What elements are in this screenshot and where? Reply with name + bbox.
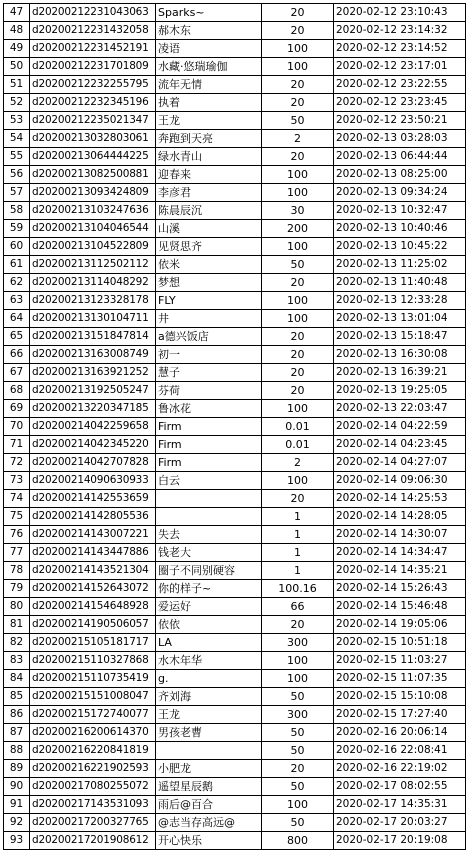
order-id-cell: d20200215110735419 bbox=[30, 670, 156, 688]
row-index-cell: 49 bbox=[4, 40, 30, 58]
order-id-cell: d20200214143521304 bbox=[30, 562, 156, 580]
amount-cell: 100.16 bbox=[262, 580, 334, 598]
amount-cell: 20 bbox=[262, 274, 334, 292]
order-id-cell: d20200213151847814 bbox=[30, 328, 156, 346]
donor-name-cell: 绿水青山 bbox=[156, 148, 262, 166]
order-id-cell: d20200217080255072 bbox=[30, 778, 156, 796]
donor-name-cell: 小肥龙 bbox=[156, 760, 262, 778]
row-index-cell: 61 bbox=[4, 256, 30, 274]
row-index-cell: 87 bbox=[4, 724, 30, 742]
timestamp-cell: 2020-02-12 23:22:55 bbox=[334, 76, 466, 94]
donor-name-cell: 迎春来 bbox=[156, 166, 262, 184]
row-index-cell: 53 bbox=[4, 112, 30, 130]
order-id-cell: d20200212231452191 bbox=[30, 40, 156, 58]
timestamp-cell: 2020-02-13 12:33:28 bbox=[334, 292, 466, 310]
donor-name-cell: 井 bbox=[156, 310, 262, 328]
amount-cell: 1 bbox=[262, 508, 334, 526]
table-row bbox=[4, 40, 466, 58]
amount-cell: 0.01 bbox=[262, 418, 334, 436]
row-index-cell: 65 bbox=[4, 328, 30, 346]
table-row bbox=[4, 778, 466, 796]
amount-cell: 1 bbox=[262, 562, 334, 580]
amount-cell: 20 bbox=[262, 382, 334, 400]
order-id-cell: d20200213112502112 bbox=[30, 256, 156, 274]
donor-name-cell: 水藏·悠瑞瑜伽 bbox=[156, 58, 262, 76]
donor-name-cell: 男孩老曹 bbox=[156, 724, 262, 742]
row-index-cell: 57 bbox=[4, 184, 30, 202]
table-row bbox=[4, 616, 466, 634]
row-index-cell: 90 bbox=[4, 778, 30, 796]
table-row bbox=[4, 760, 466, 778]
row-index-cell: 47 bbox=[4, 4, 30, 22]
row-index-cell: 83 bbox=[4, 652, 30, 670]
table-row bbox=[4, 148, 466, 166]
order-id-cell: d20200213114048292 bbox=[30, 274, 156, 292]
table-row bbox=[4, 4, 466, 22]
amount-cell: 100 bbox=[262, 40, 334, 58]
table-row bbox=[4, 310, 466, 328]
timestamp-cell: 2020-02-15 17:27:40 bbox=[334, 706, 466, 724]
donor-name-cell: 齐刘海 bbox=[156, 688, 262, 706]
amount-cell: 300 bbox=[262, 634, 334, 652]
table-row bbox=[4, 184, 466, 202]
amount-cell: 2 bbox=[262, 454, 334, 472]
donor-name-cell: 李彦君 bbox=[156, 184, 262, 202]
timestamp-cell: 2020-02-16 20:06:14 bbox=[334, 724, 466, 742]
amount-cell: 800 bbox=[262, 832, 334, 850]
order-id-cell: d20200212232345196 bbox=[30, 94, 156, 112]
amount-cell: 2 bbox=[262, 130, 334, 148]
amount-cell: 50 bbox=[262, 742, 334, 760]
donor-name-cell: Firm bbox=[156, 436, 262, 454]
table-row bbox=[4, 328, 466, 346]
row-index-cell: 93 bbox=[4, 832, 30, 850]
row-index-cell: 67 bbox=[4, 364, 30, 382]
donor-name-cell: Firm bbox=[156, 454, 262, 472]
amount-cell: 100 bbox=[262, 184, 334, 202]
table-row bbox=[4, 220, 466, 238]
donor-name-cell bbox=[156, 742, 262, 760]
row-index-cell: 86 bbox=[4, 706, 30, 724]
row-index-cell: 51 bbox=[4, 76, 30, 94]
timestamp-cell: 2020-02-13 09:34:24 bbox=[334, 184, 466, 202]
order-id-cell: d20200212235021347 bbox=[30, 112, 156, 130]
order-id-cell: d20200216220841819 bbox=[30, 742, 156, 760]
donor-name-cell bbox=[156, 490, 262, 508]
row-index-cell: 71 bbox=[4, 436, 30, 454]
donor-name-cell: g. bbox=[156, 670, 262, 688]
donor-name-cell: 郝木东 bbox=[156, 22, 262, 40]
amount-cell: 20 bbox=[262, 328, 334, 346]
timestamp-cell: 2020-02-13 11:25:02 bbox=[334, 256, 466, 274]
order-id-cell: d20200213192505247 bbox=[30, 382, 156, 400]
donor-name-cell: 雨后@百合 bbox=[156, 796, 262, 814]
table-row bbox=[4, 472, 466, 490]
table-row bbox=[4, 688, 466, 706]
table-row bbox=[4, 166, 466, 184]
timestamp-cell: 2020-02-17 14:35:31 bbox=[334, 796, 466, 814]
amount-cell: 100 bbox=[262, 472, 334, 490]
timestamp-cell: 2020-02-14 14:28:05 bbox=[334, 508, 466, 526]
table-row bbox=[4, 274, 466, 292]
row-index-cell: 66 bbox=[4, 346, 30, 364]
timestamp-cell: 2020-02-13 13:01:04 bbox=[334, 310, 466, 328]
row-index-cell: 72 bbox=[4, 454, 30, 472]
row-index-cell: 92 bbox=[4, 814, 30, 832]
amount-cell: 20 bbox=[262, 94, 334, 112]
row-index-cell: 70 bbox=[4, 418, 30, 436]
table-row bbox=[4, 94, 466, 112]
amount-cell: 1 bbox=[262, 526, 334, 544]
table-row bbox=[4, 400, 466, 418]
table-row bbox=[4, 22, 466, 40]
amount-cell: 0.01 bbox=[262, 436, 334, 454]
timestamp-cell: 2020-02-14 14:34:47 bbox=[334, 544, 466, 562]
table-row bbox=[4, 724, 466, 742]
row-index-cell: 82 bbox=[4, 634, 30, 652]
row-index-cell: 74 bbox=[4, 490, 30, 508]
donation-table bbox=[3, 3, 466, 850]
row-index-cell: 89 bbox=[4, 760, 30, 778]
row-index-cell: 77 bbox=[4, 544, 30, 562]
timestamp-cell: 2020-02-12 23:14:32 bbox=[334, 22, 466, 40]
order-id-cell: d20200214143007221 bbox=[30, 526, 156, 544]
donor-name-cell: @志当存高远@ bbox=[156, 814, 262, 832]
donor-name-cell: 王龙 bbox=[156, 706, 262, 724]
amount-cell: 50 bbox=[262, 724, 334, 742]
timestamp-cell: 2020-02-12 23:50:21 bbox=[334, 112, 466, 130]
amount-cell: 20 bbox=[262, 364, 334, 382]
timestamp-cell: 2020-02-14 15:46:48 bbox=[334, 598, 466, 616]
timestamp-cell: 2020-02-12 23:17:01 bbox=[334, 58, 466, 76]
row-index-cell: 68 bbox=[4, 382, 30, 400]
amount-cell: 20 bbox=[262, 76, 334, 94]
order-id-cell: d20200214154648928 bbox=[30, 598, 156, 616]
table-row bbox=[4, 346, 466, 364]
donor-name-cell: FLY bbox=[156, 292, 262, 310]
timestamp-cell: 2020-02-14 19:05:06 bbox=[334, 616, 466, 634]
timestamp-cell: 2020-02-15 10:51:18 bbox=[334, 634, 466, 652]
timestamp-cell: 2020-02-13 10:32:47 bbox=[334, 202, 466, 220]
timestamp-cell: 2020-02-13 10:45:22 bbox=[334, 238, 466, 256]
timestamp-cell: 2020-02-13 10:40:46 bbox=[334, 220, 466, 238]
timestamp-cell: 2020-02-12 23:23:45 bbox=[334, 94, 466, 112]
timestamp-cell: 2020-02-15 11:07:35 bbox=[334, 670, 466, 688]
timestamp-cell: 2020-02-14 04:27:07 bbox=[334, 454, 466, 472]
row-index-cell: 81 bbox=[4, 616, 30, 634]
timestamp-cell: 2020-02-17 08:02:55 bbox=[334, 778, 466, 796]
table-row bbox=[4, 814, 466, 832]
amount-cell: 100 bbox=[262, 58, 334, 76]
timestamp-cell: 2020-02-12 23:10:43 bbox=[334, 4, 466, 22]
order-id-cell: d20200213104046544 bbox=[30, 220, 156, 238]
amount-cell: 50 bbox=[262, 112, 334, 130]
amount-cell: 100 bbox=[262, 310, 334, 328]
row-index-cell: 55 bbox=[4, 148, 30, 166]
row-index-cell: 73 bbox=[4, 472, 30, 490]
order-id-cell: d20200215105181717 bbox=[30, 634, 156, 652]
donor-name-cell: 芬荷 bbox=[156, 382, 262, 400]
donor-name-cell: 鲁冰花 bbox=[156, 400, 262, 418]
order-id-cell: d20200213163921252 bbox=[30, 364, 156, 382]
timestamp-cell: 2020-02-13 11:40:48 bbox=[334, 274, 466, 292]
table-row bbox=[4, 580, 466, 598]
amount-cell: 100 bbox=[262, 652, 334, 670]
row-index-cell: 62 bbox=[4, 274, 30, 292]
timestamp-cell: 2020-02-13 22:03:47 bbox=[334, 400, 466, 418]
amount-cell: 20 bbox=[262, 760, 334, 778]
order-id-cell: d20200217200327765 bbox=[30, 814, 156, 832]
row-index-cell: 91 bbox=[4, 796, 30, 814]
table-row bbox=[4, 706, 466, 724]
timestamp-cell: 2020-02-16 22:08:41 bbox=[334, 742, 466, 760]
table-row bbox=[4, 256, 466, 274]
order-id-cell: d20200214142553659 bbox=[30, 490, 156, 508]
timestamp-cell: 2020-02-13 15:18:47 bbox=[334, 328, 466, 346]
amount-cell: 30 bbox=[262, 202, 334, 220]
donor-name-cell: 遥望星辰鹅 bbox=[156, 778, 262, 796]
table-row bbox=[4, 652, 466, 670]
row-index-cell: 69 bbox=[4, 400, 30, 418]
order-id-cell: d20200213163008749 bbox=[30, 346, 156, 364]
donor-name-cell: 依依 bbox=[156, 616, 262, 634]
order-id-cell: d20200213103247636 bbox=[30, 202, 156, 220]
donor-name-cell: 水木年华 bbox=[156, 652, 262, 670]
donor-name-cell: 失去 bbox=[156, 526, 262, 544]
amount-cell: 66 bbox=[262, 598, 334, 616]
donor-name-cell: 流年无情 bbox=[156, 76, 262, 94]
row-index-cell: 59 bbox=[4, 220, 30, 238]
amount-cell: 50 bbox=[262, 778, 334, 796]
order-id-cell: d20200215110327868 bbox=[30, 652, 156, 670]
donor-name-cell: 开心快乐 bbox=[156, 832, 262, 850]
donor-name-cell: 奔跑到天亮 bbox=[156, 130, 262, 148]
table-row bbox=[4, 544, 466, 562]
table-row bbox=[4, 454, 466, 472]
timestamp-cell: 2020-02-14 14:25:53 bbox=[334, 490, 466, 508]
timestamp-cell: 2020-02-13 19:25:05 bbox=[334, 382, 466, 400]
donor-name-cell: 初一 bbox=[156, 346, 262, 364]
donor-name-cell: 见贤思齐 bbox=[156, 238, 262, 256]
table-row bbox=[4, 418, 466, 436]
row-index-cell: 78 bbox=[4, 562, 30, 580]
donor-name-cell: 爱运好 bbox=[156, 598, 262, 616]
row-index-cell: 58 bbox=[4, 202, 30, 220]
timestamp-cell: 2020-02-12 23:14:52 bbox=[334, 40, 466, 58]
table-row bbox=[4, 202, 466, 220]
order-id-cell: d20200213123328178 bbox=[30, 292, 156, 310]
row-index-cell: 63 bbox=[4, 292, 30, 310]
row-index-cell: 76 bbox=[4, 526, 30, 544]
table-row bbox=[4, 436, 466, 454]
row-index-cell: 48 bbox=[4, 22, 30, 40]
order-id-cell: d20200212231043063 bbox=[30, 4, 156, 22]
order-id-cell: d20200213032803061 bbox=[30, 130, 156, 148]
donor-name-cell: 王龙 bbox=[156, 112, 262, 130]
timestamp-cell: 2020-02-14 09:06:30 bbox=[334, 472, 466, 490]
amount-cell: 200 bbox=[262, 220, 334, 238]
amount-cell: 20 bbox=[262, 4, 334, 22]
table-row bbox=[4, 292, 466, 310]
order-id-cell: d20200213130104711 bbox=[30, 310, 156, 328]
timestamp-cell: 2020-02-13 03:28:03 bbox=[334, 130, 466, 148]
row-index-cell: 56 bbox=[4, 166, 30, 184]
amount-cell: 50 bbox=[262, 814, 334, 832]
timestamp-cell: 2020-02-14 14:30:07 bbox=[334, 526, 466, 544]
table-row bbox=[4, 598, 466, 616]
donor-name-cell: 你的样子~ bbox=[156, 580, 262, 598]
order-id-cell: d20200212231701809 bbox=[30, 58, 156, 76]
order-id-cell: d20200216200614370 bbox=[30, 724, 156, 742]
amount-cell: 100 bbox=[262, 796, 334, 814]
order-id-cell: d20200214042259658 bbox=[30, 418, 156, 436]
order-id-cell: d20200217143531093 bbox=[30, 796, 156, 814]
row-index-cell: 50 bbox=[4, 58, 30, 76]
timestamp-cell: 2020-02-13 16:39:21 bbox=[334, 364, 466, 382]
table-row bbox=[4, 364, 466, 382]
order-id-cell: d20200216221902593 bbox=[30, 760, 156, 778]
order-id-cell: d20200214143447886 bbox=[30, 544, 156, 562]
table-row bbox=[4, 490, 466, 508]
donor-name-cell: Firm bbox=[156, 418, 262, 436]
amount-cell: 300 bbox=[262, 706, 334, 724]
amount-cell: 100 bbox=[262, 292, 334, 310]
donor-name-cell: 梦想 bbox=[156, 274, 262, 292]
donor-name-cell: 山溪 bbox=[156, 220, 262, 238]
order-id-cell: d20200214190506057 bbox=[30, 616, 156, 634]
order-id-cell: d20200212232255795 bbox=[30, 76, 156, 94]
donor-name-cell: 钱老大 bbox=[156, 544, 262, 562]
row-index-cell: 64 bbox=[4, 310, 30, 328]
timestamp-cell: 2020-02-14 04:22:59 bbox=[334, 418, 466, 436]
table-row bbox=[4, 382, 466, 400]
order-id-cell: d20200213093424809 bbox=[30, 184, 156, 202]
timestamp-cell: 2020-02-13 16:30:08 bbox=[334, 346, 466, 364]
timestamp-cell: 2020-02-15 11:03:27 bbox=[334, 652, 466, 670]
timestamp-cell: 2020-02-14 14:35:21 bbox=[334, 562, 466, 580]
donor-name-cell: Sparks~ bbox=[156, 4, 262, 22]
amount-cell: 1 bbox=[262, 544, 334, 562]
donor-name-cell: 凌语 bbox=[156, 40, 262, 58]
timestamp-cell: 2020-02-13 08:25:00 bbox=[334, 166, 466, 184]
timestamp-cell: 2020-02-14 04:23:45 bbox=[334, 436, 466, 454]
table-row bbox=[4, 526, 466, 544]
order-id-cell: d20200214042345220 bbox=[30, 436, 156, 454]
amount-cell: 20 bbox=[262, 616, 334, 634]
amount-cell: 20 bbox=[262, 148, 334, 166]
row-index-cell: 88 bbox=[4, 742, 30, 760]
table-row bbox=[4, 742, 466, 760]
order-id-cell: d20200217201908612 bbox=[30, 832, 156, 850]
table-row bbox=[4, 238, 466, 256]
row-index-cell: 80 bbox=[4, 598, 30, 616]
row-index-cell: 60 bbox=[4, 238, 30, 256]
donor-name-cell bbox=[156, 508, 262, 526]
order-id-cell: d20200214152643072 bbox=[30, 580, 156, 598]
donor-name-cell: 白云 bbox=[156, 472, 262, 490]
row-index-cell: 85 bbox=[4, 688, 30, 706]
order-id-cell: d20200215151008047 bbox=[30, 688, 156, 706]
timestamp-cell: 2020-02-15 15:10:08 bbox=[334, 688, 466, 706]
donor-name-cell: 陈晨辰沉 bbox=[156, 202, 262, 220]
table-row bbox=[4, 76, 466, 94]
donor-name-cell: 执着 bbox=[156, 94, 262, 112]
donor-name-cell: 依米 bbox=[156, 256, 262, 274]
order-id-cell: d20200215172740077 bbox=[30, 706, 156, 724]
row-index-cell: 84 bbox=[4, 670, 30, 688]
donation-table-body bbox=[4, 4, 466, 850]
order-id-cell: d20200213104522809 bbox=[30, 238, 156, 256]
amount-cell: 50 bbox=[262, 256, 334, 274]
timestamp-cell: 2020-02-14 15:26:43 bbox=[334, 580, 466, 598]
amount-cell: 50 bbox=[262, 688, 334, 706]
amount-cell: 100 bbox=[262, 670, 334, 688]
amount-cell: 20 bbox=[262, 490, 334, 508]
timestamp-cell: 2020-02-16 22:19:02 bbox=[334, 760, 466, 778]
order-id-cell: d20200214042707828 bbox=[30, 454, 156, 472]
donor-name-cell: 圈子不同别硬容 bbox=[156, 562, 262, 580]
order-id-cell: d20200212231432058 bbox=[30, 22, 156, 40]
row-index-cell: 52 bbox=[4, 94, 30, 112]
timestamp-cell: 2020-02-13 06:44:44 bbox=[334, 148, 466, 166]
order-id-cell: d20200213082500881 bbox=[30, 166, 156, 184]
amount-cell: 100 bbox=[262, 166, 334, 184]
table-row bbox=[4, 562, 466, 580]
row-index-cell: 75 bbox=[4, 508, 30, 526]
donor-name-cell: a德兴饭店 bbox=[156, 328, 262, 346]
timestamp-cell: 2020-02-17 20:03:27 bbox=[334, 814, 466, 832]
order-id-cell: d20200214142805536 bbox=[30, 508, 156, 526]
table-row bbox=[4, 508, 466, 526]
order-id-cell: d20200213064444225 bbox=[30, 148, 156, 166]
amount-cell: 100 bbox=[262, 238, 334, 256]
table-row bbox=[4, 796, 466, 814]
amount-cell: 20 bbox=[262, 346, 334, 364]
table-row bbox=[4, 130, 466, 148]
row-index-cell: 54 bbox=[4, 130, 30, 148]
donor-name-cell: LA bbox=[156, 634, 262, 652]
table-row bbox=[4, 832, 466, 850]
order-id-cell: d20200213220347185 bbox=[30, 400, 156, 418]
amount-cell: 20 bbox=[262, 22, 334, 40]
row-index-cell: 79 bbox=[4, 580, 30, 598]
table-row bbox=[4, 634, 466, 652]
table-row bbox=[4, 58, 466, 76]
donor-name-cell: 慧子 bbox=[156, 364, 262, 382]
amount-cell: 100 bbox=[262, 400, 334, 418]
order-id-cell: d20200214090630933 bbox=[30, 472, 156, 490]
table-row bbox=[4, 112, 466, 130]
table-row bbox=[4, 670, 466, 688]
timestamp-cell: 2020-02-17 20:19:08 bbox=[334, 832, 466, 850]
